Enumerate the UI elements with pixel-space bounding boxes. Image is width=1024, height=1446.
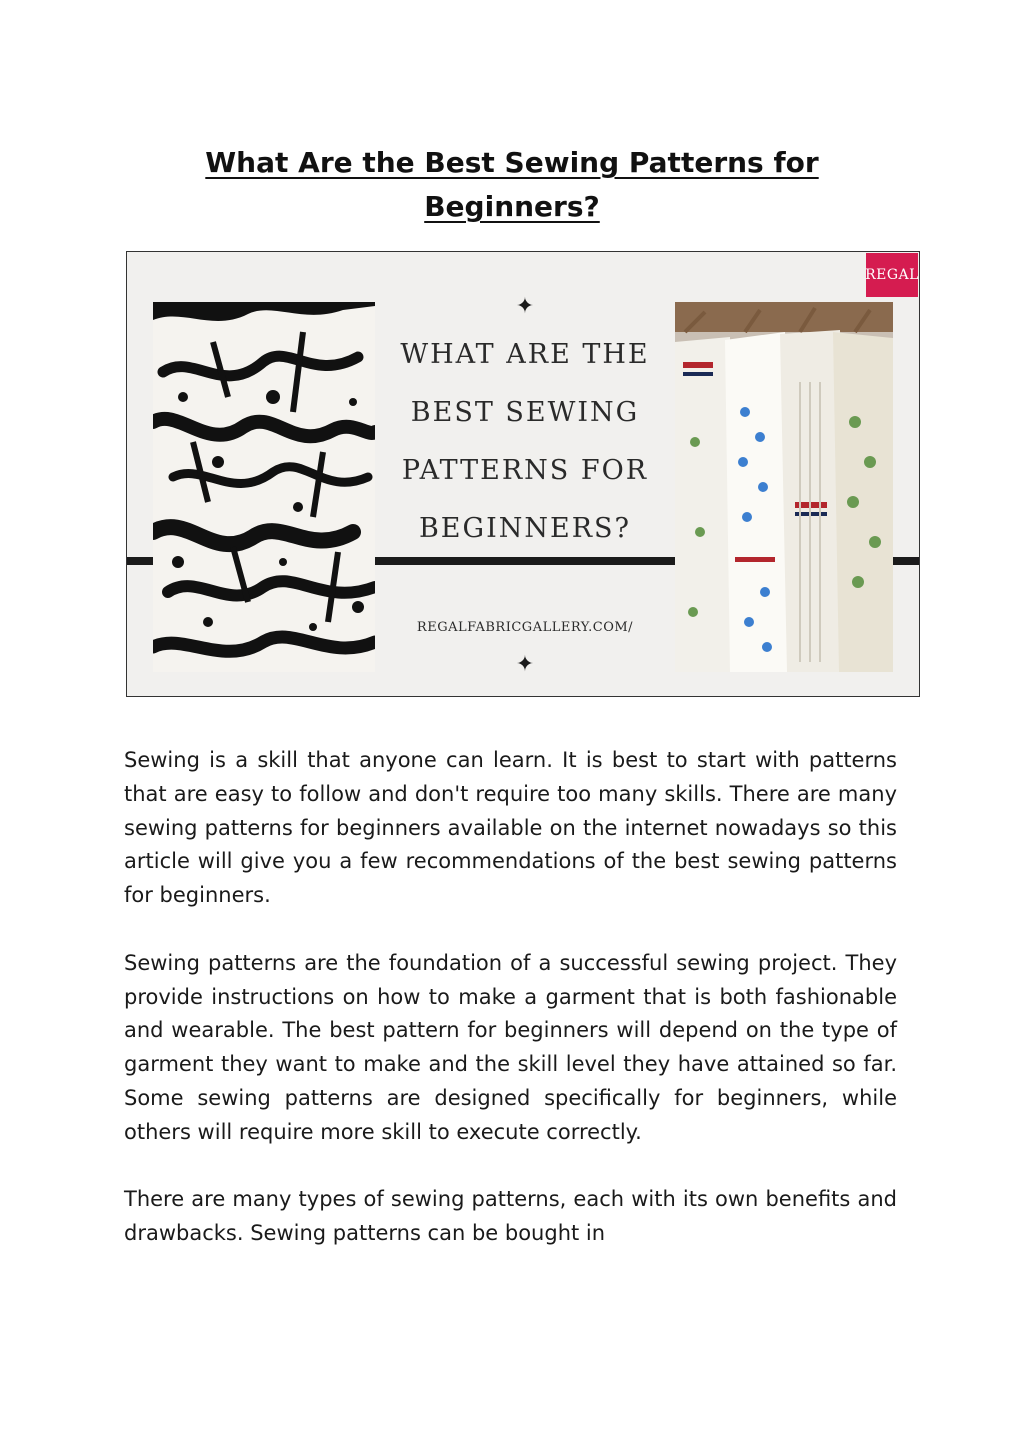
paragraph: Sewing patterns are the foundation of a successful sewing project. They provide instructions on how to make a garment that is both fashionable and wearable. The best pattern for beginners will depend on the type of garment they want to make and the skill level they have attained so far. Some sewing patterns are designed specifically for beginners, while others will require more skill to execute correctly.: [124, 950, 897, 1144]
fabric-print-image: [153, 302, 375, 672]
page-title: What Are the Best Sewing Patterns for Beginners?: [205, 145, 819, 223]
banner-heading: WHAT ARE THE BEST SEWING PATTERNS FOR BEGINNERS?: [400, 339, 650, 544]
sparkle-icon: ✦: [515, 652, 535, 677]
garments-on-hangers-image: [675, 302, 893, 672]
regal-logo: REGAL: [866, 253, 918, 297]
banner-url: REGALFABRICGALLERY.COM/: [416, 620, 634, 635]
banner-text-block: [375, 252, 675, 696]
paragraph: Sewing is a skill that anyone can learn. It is best to start with patterns that are easy to follow and don't require too many skills. There are many sewing patterns for beginners available on the internet nowadays so this article will give you a few recommendations of the best sewing patterns for beginners.: [124, 748, 897, 908]
article-banner: [126, 251, 920, 697]
sparkle-icon: ✦: [515, 294, 535, 319]
paragraph: There are many types of sewing patterns, each with its own benefits and drawbacks. Sewing patterns can be bought in: [124, 1187, 897, 1246]
article-body: [124, 744, 897, 1285]
